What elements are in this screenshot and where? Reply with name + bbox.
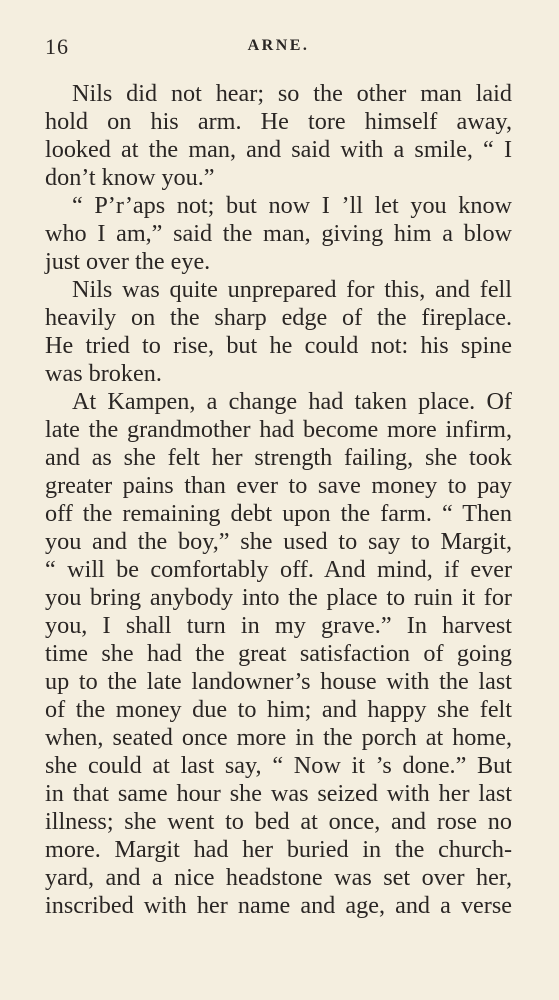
page-number: 16 (45, 34, 69, 59)
text-line: hold on his arm. He tore himself away, (45, 108, 512, 135)
text-line: off the remaining debt upon the farm. “ Then (45, 500, 512, 527)
text-line: He tried to rise, but he could not: his spine (45, 332, 512, 359)
text-line: inscribed with her name and age, and a verse (45, 892, 512, 919)
body-text (45, 80, 512, 920)
text-line: up to the late landowner’s house with the last (45, 668, 512, 695)
text-line: At Kampen, a change had taken place. Of (72, 388, 512, 415)
text-line: she could at last say, “ Now it ’s done.” But (45, 752, 512, 779)
text-line: more. Margit had her buried in the church- (45, 836, 512, 863)
text-line: “ P’r’aps not; but now I ’ll let you know (72, 192, 512, 219)
text-line: in that same hour she was seized with her last (45, 780, 512, 807)
text-line: Nils did not hear; so the other man laid (72, 80, 512, 107)
text-line: when, seated once more in the porch at home, (45, 724, 512, 751)
text-line: time she had the great satisfaction of going (45, 640, 512, 667)
text-line: Nils was quite unprepared for this, and fell (72, 276, 512, 303)
text-line: you bring anybody into the place to ruin it for (45, 584, 512, 611)
page-header (45, 34, 512, 64)
text-line: just over the eye. (45, 248, 211, 275)
text-line: yard, and a nice headstone was set over her, (45, 864, 512, 891)
text-line: looked at the man, and said with a smile, “ I (45, 136, 512, 163)
text-line: greater pains than ever to save money to pay (45, 472, 512, 499)
text-line: and as she felt her strength failing, she took (45, 444, 512, 471)
text-line: of the money due to him; and happy she felt (45, 696, 512, 723)
text-line: heavily on the sharp edge of the fireplace. (45, 304, 512, 331)
text-line: late the grandmother had become more infirm, (45, 416, 512, 443)
text-line: “ will be comfortably off. And mind, if ever (45, 556, 512, 583)
text-line: don’t know you.” (45, 164, 215, 191)
text-line: was broken. (45, 360, 162, 387)
text-line: you, I shall turn in my grave.” In harvest (45, 612, 512, 639)
text-line: you and the boy,” she used to say to Margit, (45, 528, 512, 555)
running-title: ARNE. (247, 37, 310, 54)
text-line: who I am,” said the man, giving him a blow (45, 220, 512, 247)
text-line: illness; she went to bed at once, and rose no (45, 808, 512, 835)
